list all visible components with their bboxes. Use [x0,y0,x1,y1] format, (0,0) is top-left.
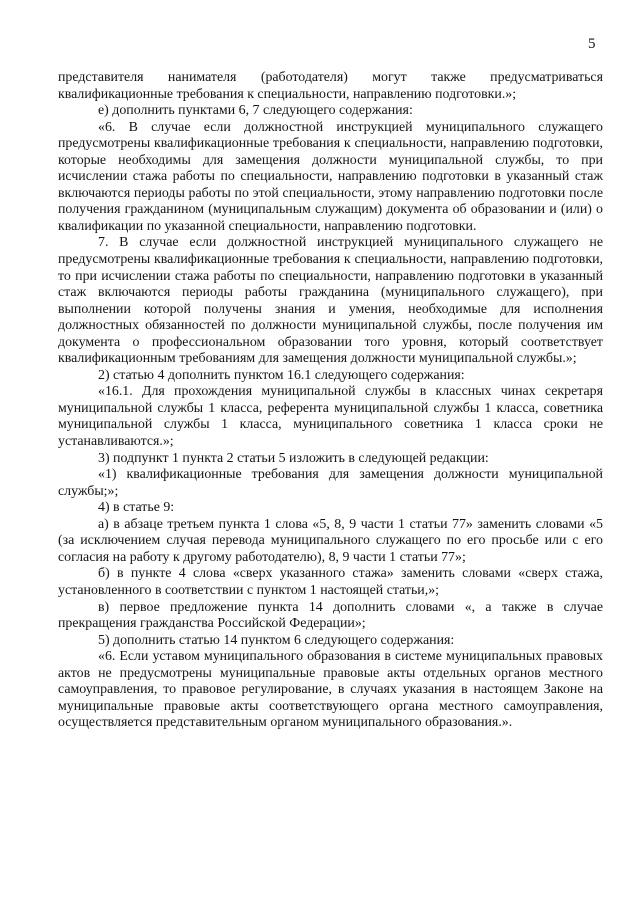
paragraph: 5) дополнить статью 14 пунктом 6 следующего содержания: [98,632,455,648]
paragraph: е) дополнить пунктами 6, 7 следующего содержания: [98,103,413,119]
paragraph: 4) в статье 9: [98,500,175,516]
page-number: 5 [588,36,596,52]
paragraph: 3) подпункт 1 пункта 2 статьи 5 изложить в следующей редакции: [98,450,489,466]
paragraph: «1) квалификационные требования для замещения должности муниципальной службы;»; [58,467,603,499]
paragraph: представителя нанимателя (работодателя) могут также предусматриваться квалификационные требования к специальности, направлению подготовки.»; [58,70,603,102]
paragraph: а) в абзаце третьем пункта 1 слова «5, 8, 9 части 1 статьи 77» заменить словами «5 (за исключением случая перевода муниципального служащего по его просьбе или с его согласия на работу к другому работодателю), 8, 9 части 1 статьи 77»; [58,516,603,565]
paragraph: б) в пункте 4 слова «сверх указанного стажа» заменить словами «сверх стажа, установленного в соответствии с пунктом 1 настоящей статьи,»; [58,566,603,598]
paragraph: 7. В случае если должностной инструкцией муниципального служащего не предусмотрены квалификационные требования к специальности, направлению подготовки, то при исчислении стажа работы по специальности, направлению подготовки в указанный стаж включаются периоды работы гражданина (муниципального служащего), при выполнении которой получены знания и умения, необходимые для исполнения должностных обязанностей по должности муниципальной службы, после получения им документа о профессиональном образовании того уровня, который соответствует квалификационным требованиям для замещения должности муниципальной службы.»; [58,235,603,367]
paragraph: «16.1. Для прохождения муниципальной службы в классных чинах секретаря муниципальной службы 1 класса, референта муниципальной службы 1 класса, советника муниципальной службы 1 класса, муниципального советника 1 класса сроки не устанавливаются.»; [58,384,603,450]
paragraph: «6. В случае если должностной инструкцией муниципального служащего предусмотрены квалификационные требования к специальности, направлению подготовки, которые необходимы для замещения должности муниципальной службы, то при исчислении стажа работы по специальности, направлению подготовки в указанный стаж включаются периоды работы по этой специальности, этому направлению подготовки после получения гражданином (муниципальным служащим) документа об образовании и (или) о квалификации по указанной специальности, направлению подготовки. [58,119,603,234]
document-body [58,70,603,732]
paragraph: 2) статью 4 дополнить пунктом 16.1 следующего содержания: [98,367,465,383]
paragraph: «6. Если уставом муниципального образования в системе муниципальных правовых актов не предусмотрены муниципальные правовые акты отдельных органов местного самоуправления, то правовое регулирование, в случаях указания в настоящем Законе на муниципальные правовые акты соответствующего органа местного самоуправления, осуществляется представительным органом муниципального образования.». [58,649,603,731]
paragraph: в) первое предложение пункта 14 дополнить словами «, а также в случае прекращения гражданства Российской Федерации»; [58,599,603,632]
